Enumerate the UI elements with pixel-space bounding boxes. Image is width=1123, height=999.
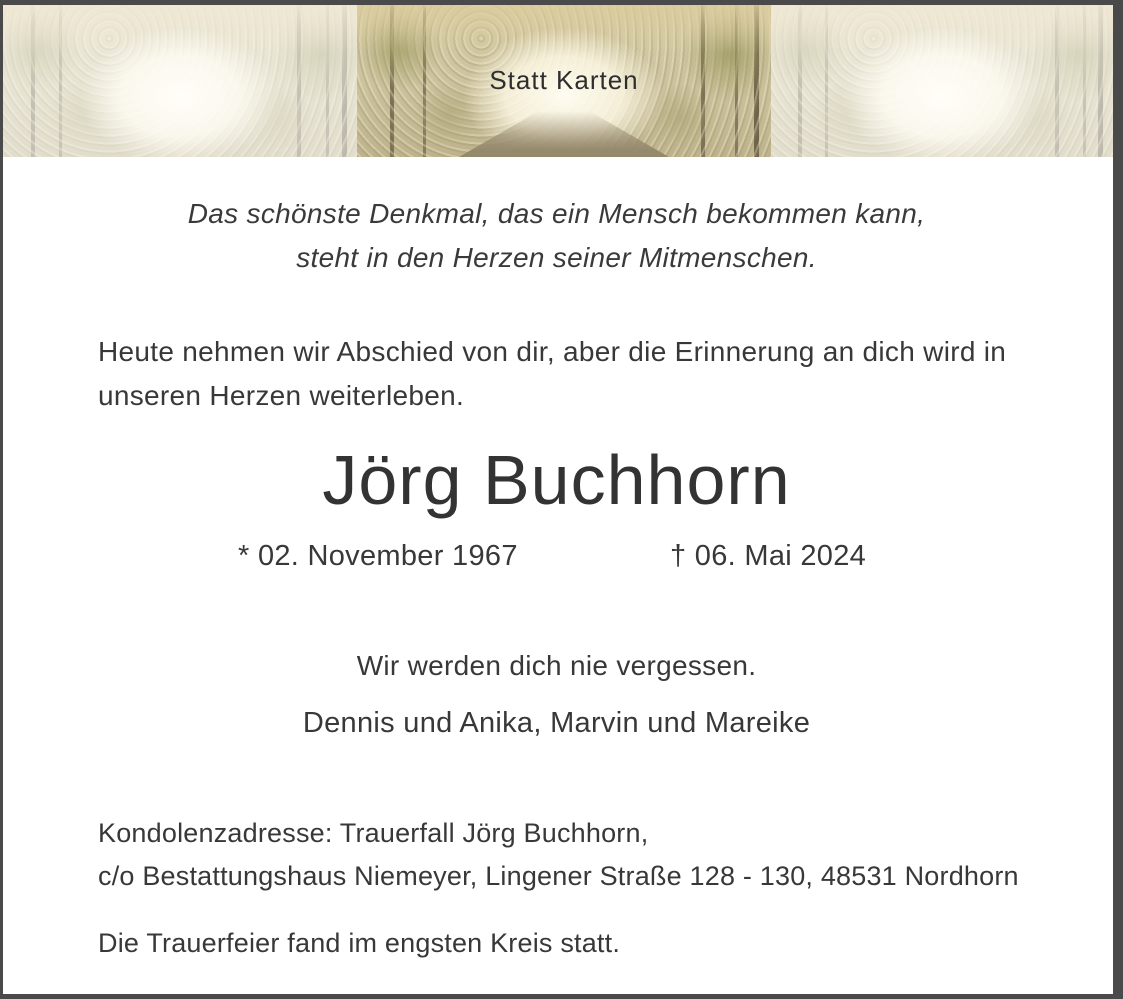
forest-path xyxy=(459,111,669,157)
death-date: † 06. Mai 2024 xyxy=(670,540,867,572)
funeral-note: Die Trauerfeier fand im engsten Kreis statt. xyxy=(98,928,621,958)
condolence-address xyxy=(98,812,1019,898)
family-names: Dennis und Anika, Marvin und Mareike xyxy=(302,707,811,739)
banner-label: Statt Karten xyxy=(489,65,639,95)
header-photo-faded-left xyxy=(3,5,357,157)
memorial-quote xyxy=(0,192,1113,280)
deceased-name: Jörg Buchhorn xyxy=(322,441,791,519)
scan-border-right xyxy=(1113,0,1123,999)
farewell-line: Wir werden dich nie vergessen. xyxy=(356,650,757,681)
intro-line: unseren Herzen weiterleben. xyxy=(98,380,465,411)
scan-border-bottom xyxy=(0,994,1123,999)
quote-line: steht in den Herzen seiner Mitmenschen. xyxy=(296,242,817,273)
condolence-line: c/o Bestattungshaus Niemeyer, Lingener Straße 128 - 130, 48531 Nordhorn xyxy=(98,861,1019,891)
birth-date: * 02. November 1967 xyxy=(238,540,518,572)
intro-line: Heute nehmen wir Abschied von dir, aber die Erinnerung an dich wird in xyxy=(98,336,1007,367)
intro-text xyxy=(98,330,1006,418)
header-photo-band xyxy=(3,5,1113,157)
quote-line: Das schönste Denkmal, das ein Mensch bekommen kann, xyxy=(187,198,926,229)
condolence-line: Kondolenzadresse: Trauerfall Jörg Buchhorn, xyxy=(98,818,649,848)
header-photo-center xyxy=(357,5,771,157)
header-photo-faded-right xyxy=(771,5,1113,157)
